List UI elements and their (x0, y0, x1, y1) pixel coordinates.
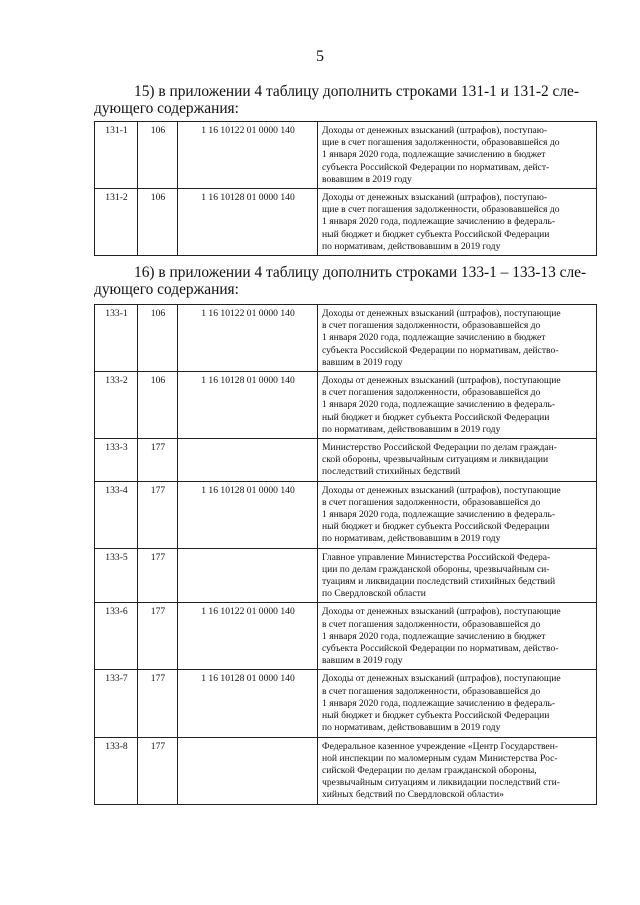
description-cell (318, 670, 597, 737)
description-line: вавшим в 2019 году (322, 356, 403, 368)
description-line: по Свердловской области (322, 588, 426, 600)
description-line: субъекта Российской Федерации по нормативам, действо- (322, 643, 559, 655)
description-line: 1 января 2020 года, подлежащие зачислению в федераль- (322, 399, 556, 411)
description-line: Доходы от денежных взысканий (штрафов), поступающие (322, 375, 561, 387)
budget-code: 1 16 10128 01 0000 140 (178, 670, 318, 737)
description-line: ной инспекции по маломерным судам Министерства Рос- (322, 752, 558, 764)
row-number: 133-2 (95, 372, 138, 439)
description-line: туациям и ликвидации последствий стихийных бедствий (322, 576, 556, 588)
admin-code: 177 (138, 670, 178, 737)
page-number: 5 (316, 48, 324, 65)
table-row (95, 603, 597, 670)
description-cell (318, 122, 597, 189)
row-number: 133-3 (95, 439, 138, 482)
description-line: хийных бедствий по Свердловской области» (322, 789, 504, 801)
description-line: Главное управление Министерства Российской Федера- (322, 551, 551, 563)
budget-code (178, 548, 318, 603)
description-line: по нормативам, действовавшим в 2019 году (322, 240, 501, 252)
admin-code: 106 (138, 305, 178, 372)
description-cell (318, 548, 597, 603)
description-line: в счет погашения задолженности, образовавшейся до (322, 320, 541, 332)
admin-code: 177 (138, 481, 178, 548)
description-line: ный бюджет и бюджет субъекта Российской Федерации (322, 228, 550, 240)
description-line: Доходы от денежных взысканий (штрафов), поступающие (322, 606, 561, 618)
table-row (95, 439, 597, 482)
table-rows-133 (94, 304, 597, 805)
description-line: щие в счет погашения задолженности, образовавшейся до (322, 204, 560, 216)
description-line: по нормативам, действовавшим в 2019 году (322, 722, 501, 734)
section-16-intro-line2: дующего содержания: (94, 281, 239, 298)
description-line: 1 января 2020 года, подлежащие зачислению в федераль- (322, 216, 556, 228)
description-line: по нормативам, действовавшим в 2019 году (322, 533, 501, 545)
description-line: 1 января 2020 года, подлежащие зачислению в федераль- (322, 697, 556, 709)
description-line: по нормативам, действовавшим в 2019 году (322, 423, 501, 435)
row-number: 133-5 (95, 548, 138, 603)
table-row (95, 122, 597, 189)
budget-code: 1 16 10122 01 0000 140 (178, 603, 318, 670)
description-line: в счет погашения задолженности, образовавшейся до (322, 496, 541, 508)
admin-code: 106 (138, 189, 178, 256)
admin-code: 177 (138, 439, 178, 482)
budget-code (178, 737, 318, 804)
description-line: 1 января 2020 года, подлежащие зачислению в федераль- (322, 509, 556, 521)
description-line: субъекта Российской Федерации по нормативам, действо- (322, 344, 559, 356)
description-line: 1 января 2020 года, подлежащие зачислению в бюджет (322, 630, 546, 642)
description-cell (318, 603, 597, 670)
description-line: вавшим в 2019 году (322, 655, 403, 667)
description-line: ный бюджет и бюджет субъекта Российской Федерации (322, 710, 550, 722)
description-line: ской обороны, чрезвычайным ситуациям и ликвидации (322, 454, 549, 466)
row-number: 133-1 (95, 305, 138, 372)
admin-code: 106 (138, 122, 178, 189)
description-line: в счет погашения задолженности, образовавшейся до (322, 685, 541, 697)
table-row (95, 737, 597, 804)
section-16-intro (94, 264, 596, 298)
table-row (95, 548, 597, 603)
description-line: в счет погашения задолженности, образовавшейся до (322, 618, 541, 630)
admin-code: 177 (138, 548, 178, 603)
table-row (95, 372, 597, 439)
description-line: в счет погашения задолженности, образовавшейся до (322, 387, 541, 399)
description-line: 1 января 2020 года, подлежащие зачислению в бюджет (322, 332, 546, 344)
budget-code: 1 16 10128 01 0000 140 (178, 481, 318, 548)
table-row (95, 189, 597, 256)
table-row (95, 670, 597, 737)
budget-code: 1 16 10122 01 0000 140 (178, 305, 318, 372)
description-line: 1 января 2020 года, подлежащие зачислению в бюджет (322, 149, 546, 161)
description-line: Доходы от денежных взысканий (штрафов), поступающие (322, 308, 561, 319)
description-cell (318, 439, 597, 482)
section-15-intro (94, 83, 596, 117)
description-cell (318, 372, 597, 439)
description-line: сийской Федерации по делам гражданской обороны, (322, 764, 537, 776)
description-cell (318, 305, 597, 372)
description-line: ный бюджет и бюджет субъекта Российской Федерации (322, 411, 550, 423)
description-line: Доходы от денежных взысканий (штрафов), поступающие (322, 673, 561, 685)
section-16-intro-line1: 16) в приложении 4 таблицу дополнить строками 133-1 – 133-13 сле- (134, 264, 587, 281)
description-line: ный бюджет и бюджет субъекта Российской Федерации (322, 521, 550, 533)
section-15-intro-line2: дующего содержания: (94, 100, 239, 117)
description-line: Доходы от денежных взысканий (штрафов), поступающие (322, 484, 561, 496)
description-line: вовавшим в 2019 году (322, 173, 412, 185)
description-line: чрезвычайным ситуациям и ликвидации последствий сти- (322, 777, 560, 789)
description-line: ции по делам гражданской обороны, чрезвычайным си- (322, 563, 550, 575)
row-number: 133-8 (95, 737, 138, 804)
budget-code: 1 16 10128 01 0000 140 (178, 189, 318, 256)
description-cell (318, 481, 597, 548)
description-line: субъекта Российской Федерации по нормативам, дейст- (322, 161, 550, 173)
admin-code: 177 (138, 737, 178, 804)
table-row (95, 305, 597, 372)
admin-code: 106 (138, 372, 178, 439)
table-row (95, 481, 597, 548)
row-number: 133-7 (95, 670, 138, 737)
description-line: Федеральное казенное учреждение «Центр Государствен- (322, 740, 559, 752)
description-line: Министерство Российской Федерации по делам граждан- (322, 442, 558, 454)
row-number: 131-1 (95, 122, 138, 189)
budget-code: 1 16 10122 01 0000 140 (178, 122, 318, 189)
row-number: 133-4 (95, 481, 138, 548)
description-line: Доходы от денежных взысканий (штрафов), поступаю- (322, 192, 548, 204)
section-15-intro-line1: 15) в приложении 4 таблицу дополнить строками 131-1 и 131-2 сле- (134, 83, 579, 100)
description-cell (318, 189, 597, 256)
budget-code: 1 16 10128 01 0000 140 (178, 372, 318, 439)
admin-code: 177 (138, 603, 178, 670)
description-line: щие в счет погашения задолженности, образовавшейся до (322, 137, 560, 149)
description-line: последствий стихийных бедствий (322, 466, 461, 478)
row-number: 133-6 (95, 603, 138, 670)
table-rows-131 (94, 121, 597, 256)
row-number: 131-2 (95, 189, 138, 256)
description-cell (318, 737, 597, 804)
description-line: Доходы от денежных взысканий (штрафов), поступаю- (322, 125, 548, 136)
budget-code (178, 439, 318, 482)
